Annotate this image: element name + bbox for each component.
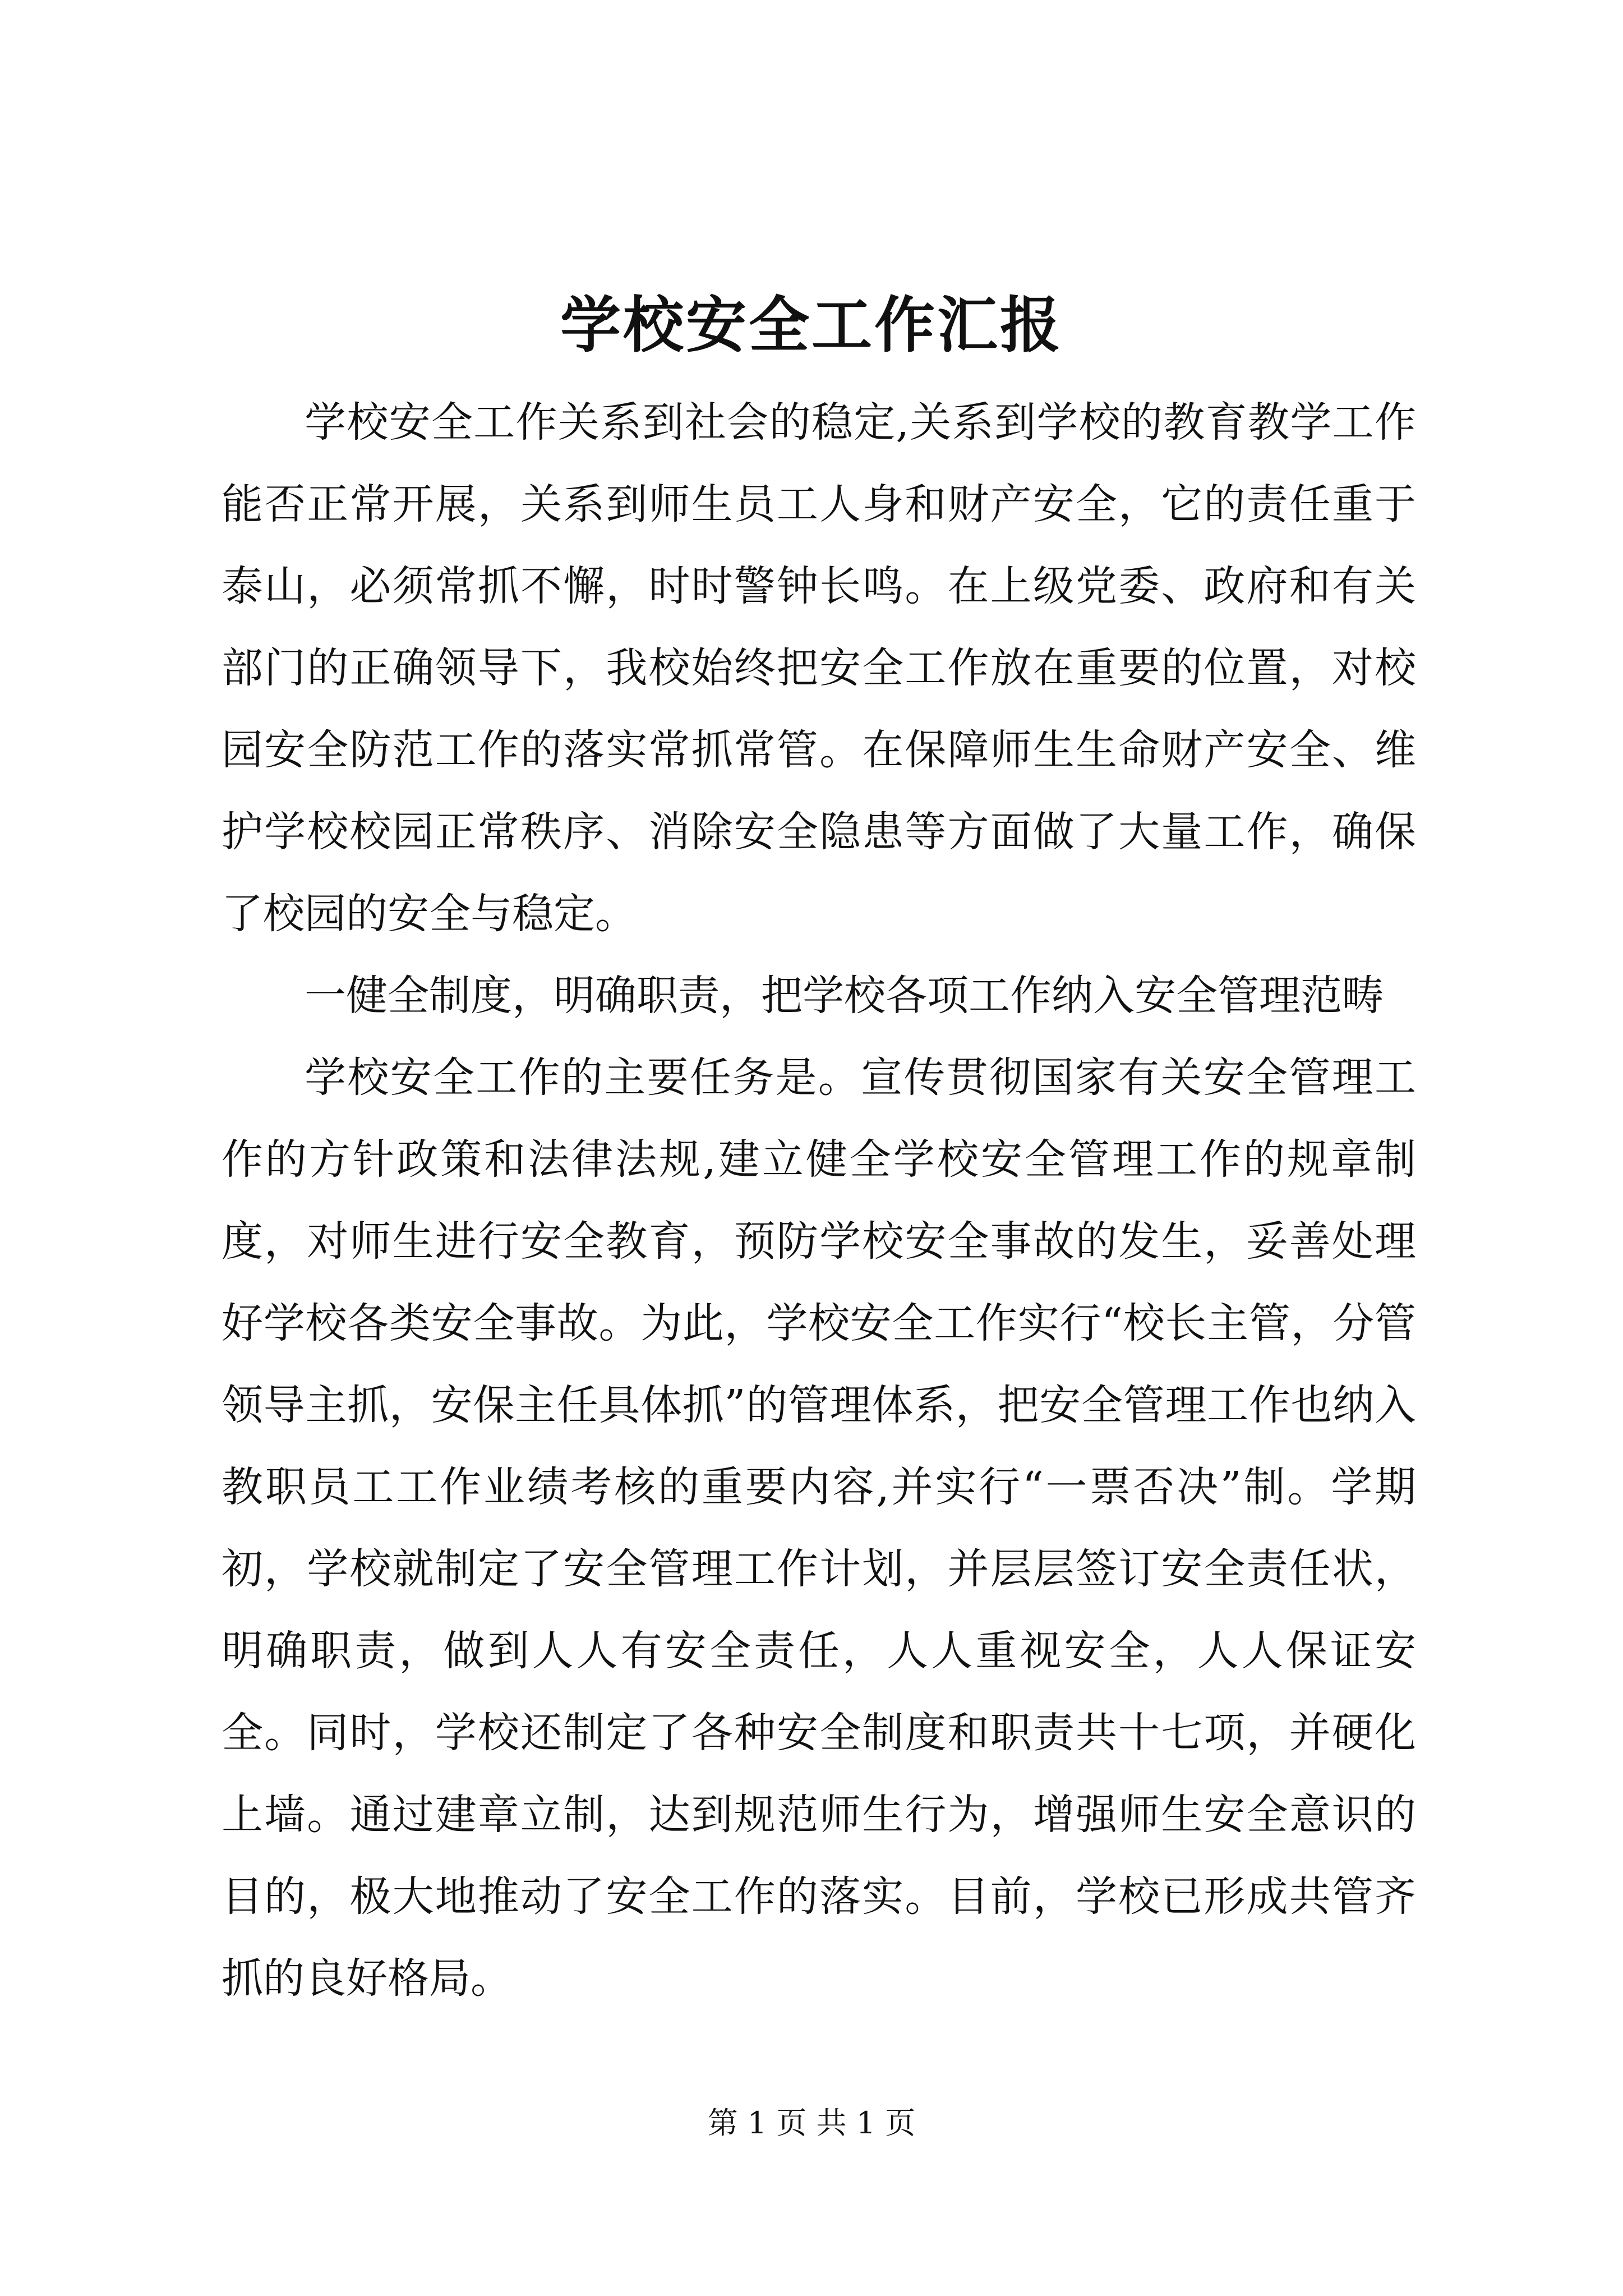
document-body — [222, 381, 1416, 2019]
document-title: 学校安全工作汇报 — [560, 290, 1063, 361]
paragraph-intro: 学校安全工作关系到社会的稳定,关系到学校的教育教学工作能否正常开展，关系到师生员工人身和财产安全，它的责任重于泰山，必须常抓不懈，时时警钟长鸣。在上级党委、政府和有关部门的正确领导下，我校始终把安全工作放在重要的位置，对校园安全防范工作的落实常抓常管。在保障师生生命财产安全、维护学校校园正常秩序、消除安全隐患等方面做了大量工作，确保了校园的安全与稳定。 — [222, 398, 1416, 938]
section-heading: 一健全制度，明确职责，把学校各项工作纳入安全管理范畴 — [305, 972, 1384, 1020]
paragraph-section-body: 学校安全工作的主要任务是。宣传贯彻国家有关安全管理工作的方针政策和法律法规,建立健全学校安全管理工作的规章制度，对师生进行安全教育，预防学校安全事故的发生，妥善处理好学校各类安全事故。为此，学校安全工作实行“校长主管，分管领导主抓，安保主任具体抓”的管理体系，把安全管理工作也纳入教职员工工作业绩考核的重要内容,并实行“一票否决”制。学期初，学校就制定了安全管理工作计划，并层层签订安全责任状，明确职责，做到人人有安全责任，人人重视安全，人人保证安全。同时，学校还制定了各种安全制度和职责共十七项，并硬化上墙。通过建章立制，达到规范师生行为，增强师生安全意识的目的，极大地推动了安全工作的落实。目前，学校已形成共管齐抓的良好格局。 — [222, 1053, 1416, 2003]
page-footer: 第 1 页 共 1 页 — [707, 2105, 916, 2141]
